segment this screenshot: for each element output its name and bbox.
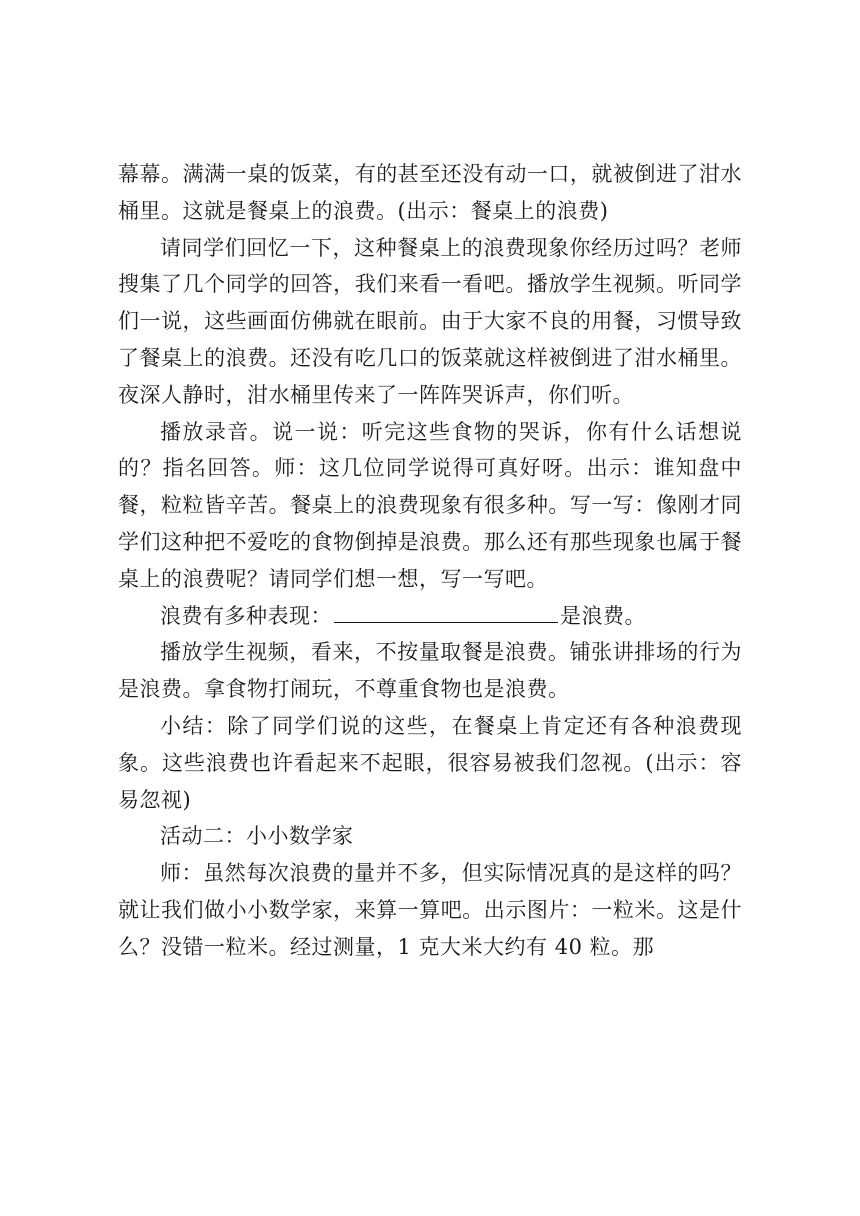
paragraph-4: 播放学生视频，看来，不按量取餐是浪费。铺张讲排场的行为是浪费。拿食物打闹玩，不尊重食物也是浪费。 <box>118 640 742 702</box>
paragraph-6: 师：虽然每次浪费的量并不多，但实际情况真的是这样的吗？就让我们做小小数学家，来算一算吧。出示图片：一粒米。这是什么？没错一粒米。经过测量，1 克大米大约有 40 粒。那 <box>118 861 742 959</box>
paragraph-3: 播放录音。说一说：听完这些食物的哭诉，你有什么话想说的？指名回答。师：这几位同学说得可真好呀。出示：谁知盘中餐，粒粒皆辛苦。餐桌上的浪费现象有很多种。写一写：像刚才同学们这种把不爱吃的食物倒掉是浪费。那么还有那些现象也属于餐桌上的浪费呢？请同学们想一想，写一写吧。 <box>118 419 742 591</box>
fill-in-prefix: 浪费有多种表现： <box>160 603 332 628</box>
fill-in-line <box>118 598 742 635</box>
paragraph-5: 小结：除了同学们说的这些，在餐桌上肯定还有各种浪费现象。这些浪费也许看起来不起眼，很容易被我们忽视。(出示：容易忽视) <box>118 713 742 812</box>
paragraph-2: 请同学们回忆一下，这种餐桌上的浪费现象你经历过吗？老师搜集了几个同学的回答，我们来看一看吧。播放学生视频。听同学们一说，这些画面仿佛就在眼前。由于大家不良的用餐，习惯导致了餐桌上的浪费。还没有吃几口的饭菜就这样被倒进了泔水桶里。夜深人静时，泔水桶里传来了一阵阵哭诉声，你们听。 <box>118 235 742 407</box>
fill-in-blank[interactable] <box>334 602 558 623</box>
paragraph-1: 幕幕。满满一桌的饭菜，有的甚至还没有动一口，就被倒进了泔水桶里。这就是餐桌上的浪费。(出示：餐桌上的浪费) <box>118 162 742 223</box>
section-heading: 活动二：小小数学家 <box>160 824 354 849</box>
fill-in-suffix: 是浪费。 <box>560 603 646 628</box>
document-body <box>118 156 742 966</box>
